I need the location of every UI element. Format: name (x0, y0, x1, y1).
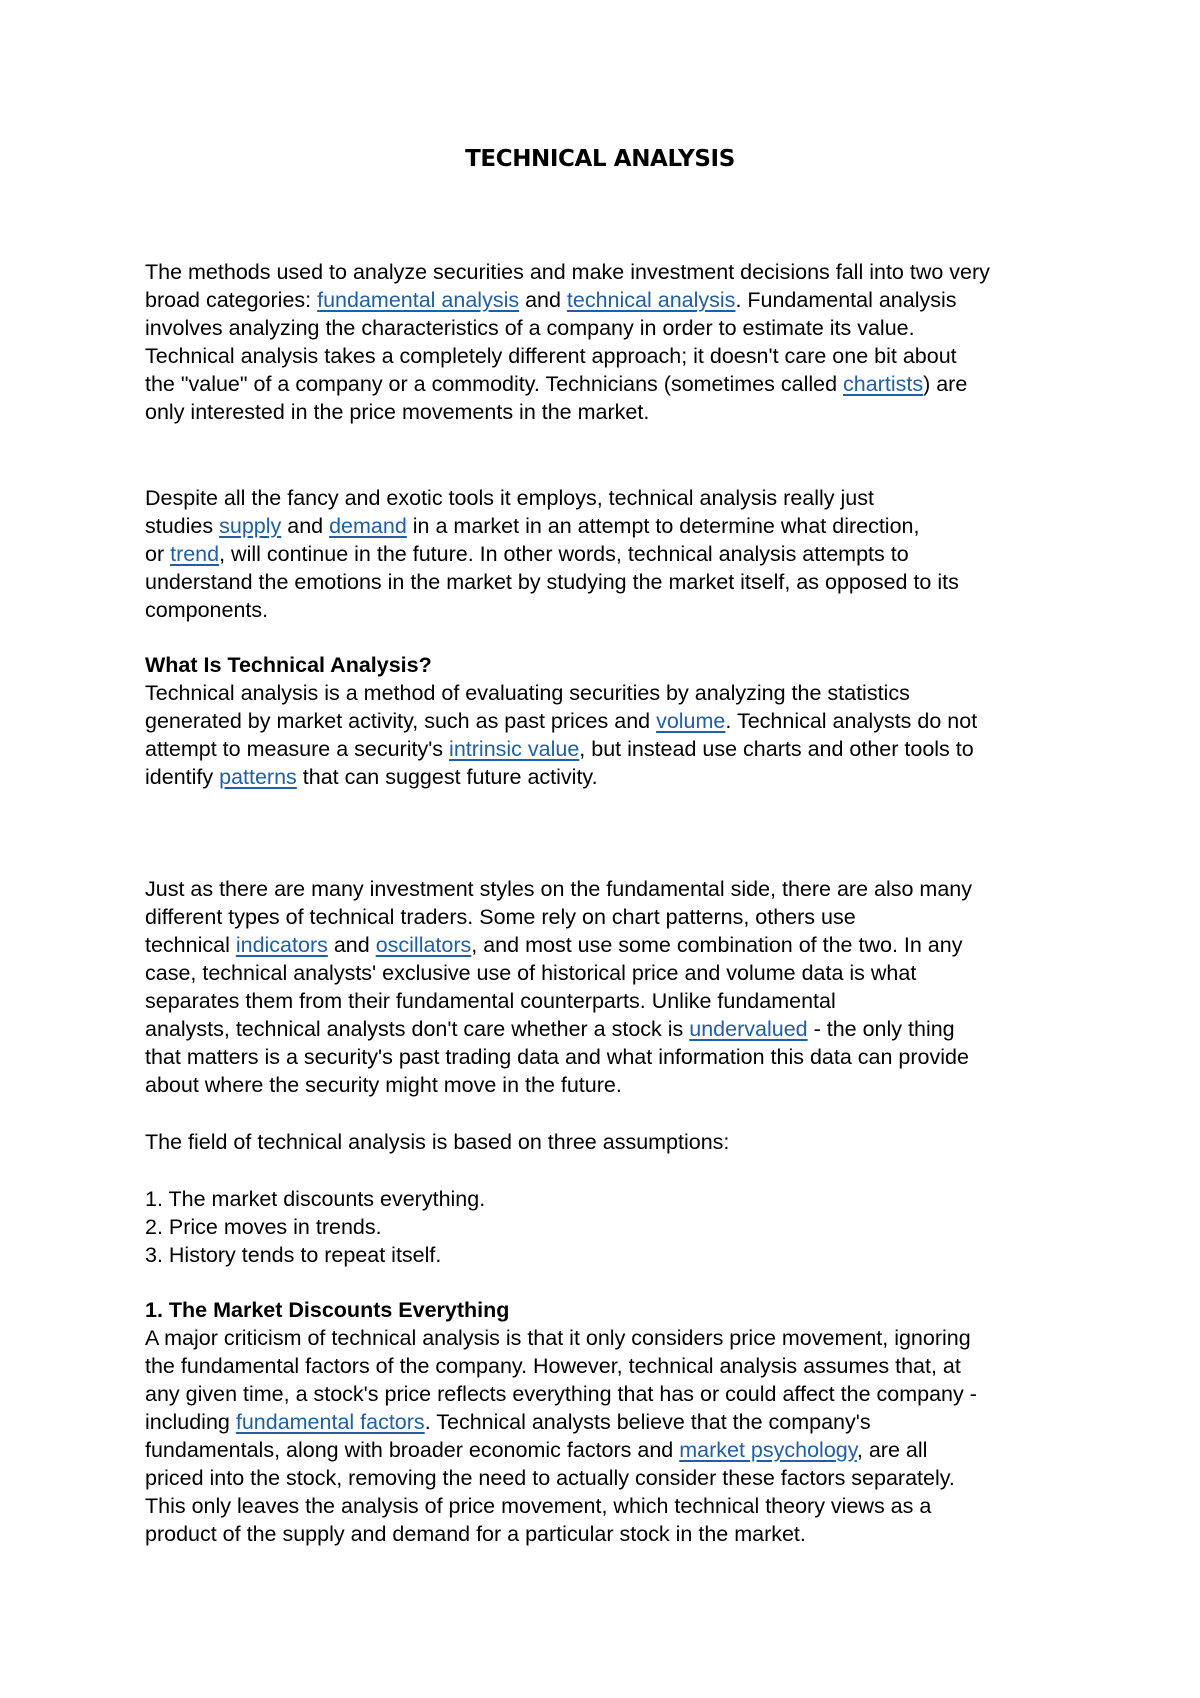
text-line: This only leaves the analysis of price movement, which technical theory views as a (145, 1494, 932, 1518)
text-span: ) are (923, 372, 968, 396)
link-fundamental-analysis[interactable]: fundamental analysis (317, 288, 520, 312)
assumptions-intro (145, 1128, 1085, 1156)
text-line: understand the emotions in the market by studying the market itself, as opposed to its (145, 570, 959, 594)
list-item: 1. The market discounts everything. (145, 1187, 486, 1211)
text-span: fundamentals, along with broader economic factors and (145, 1438, 680, 1462)
text-line: Despite all the fancy and exotic tools it employs, technical analysis really just (145, 486, 874, 510)
text-line (145, 763, 1085, 791)
text-span: studies (145, 514, 220, 538)
market-discounts-section (145, 1296, 1085, 1548)
text-line (145, 370, 1085, 398)
text-line: any given time, a stock's price reflects everything that has or could affect the company - (145, 1382, 977, 1406)
text-span: the "value" of a company or a commodity. Technicians (sometimes called (145, 372, 844, 396)
document-title: TECHNICAL ANALYSIS (465, 146, 735, 172)
text-line: only interested in the price movements in the market. (145, 400, 650, 424)
text-line: separates them from their fundamental counterparts. Unlike fundamental (145, 989, 836, 1013)
text-line (145, 1015, 1085, 1043)
link-technical-analysis[interactable]: technical analysis (566, 288, 736, 312)
text-line: involves analyzing the characteristics of a company in order to estimate its value. (145, 316, 915, 340)
link-chartists[interactable]: chartists (843, 372, 924, 396)
tools-paragraph (145, 484, 1085, 624)
text-span: , and most use some combination of the two. In any (471, 933, 963, 957)
list-item: 3. History tends to repeat itself. (145, 1243, 442, 1267)
link-undervalued[interactable]: undervalued (689, 1017, 808, 1041)
link-trend[interactable]: trend (170, 542, 220, 566)
text-span: - the only thing (807, 1017, 955, 1041)
intro-paragraph (145, 258, 1085, 426)
text-span: , will continue in the future. In other words, technical analysis attempts to (219, 542, 909, 566)
text-line: that matters is a security's past trading data and what information this data can provide (145, 1045, 969, 1069)
definition-section (145, 651, 1085, 791)
text-line (145, 735, 1085, 763)
text-line (145, 512, 1085, 540)
text-span: , but instead use charts and other tools to (579, 737, 974, 761)
text-span: in a market in an attempt to determine what direction, (406, 514, 920, 538)
link-intrinsic-value[interactable]: intrinsic value (449, 737, 580, 761)
text-line: Technical analysis is a method of evaluating securities by analyzing the statistics (145, 681, 910, 705)
text-line: The methods used to analyze securities and make investment decisions fall into two very (145, 260, 990, 284)
text-span: and (327, 933, 376, 957)
link-demand[interactable]: demand (329, 514, 407, 538)
text-span: identify (145, 765, 220, 789)
assumptions-list (145, 1185, 1085, 1269)
text-span: . Technical analysts believe that the company's (424, 1410, 871, 1434)
link-indicators[interactable]: indicators (235, 933, 328, 957)
text-line: Just as there are many investment styles on the fundamental side, there are also many (145, 877, 972, 901)
text-line (145, 931, 1085, 959)
section-heading: What Is Technical Analysis? (145, 653, 432, 677)
text-line (145, 540, 1085, 568)
text-line: product of the supply and demand for a particular stock in the market. (145, 1522, 806, 1546)
link-supply[interactable]: supply (219, 514, 282, 538)
link-fundamental-factors[interactable]: fundamental factors (235, 1410, 425, 1434)
link-market-psychology[interactable]: market psychology (679, 1438, 857, 1462)
text-span: , are all (856, 1438, 928, 1462)
text-line: The field of technical analysis is based on three assumptions: (145, 1130, 730, 1154)
text-span: that can suggest future activity. (296, 765, 598, 789)
text-span: analysts, technical analysts don't care whether a stock is (145, 1017, 690, 1041)
text-span: and (519, 288, 567, 312)
text-line: different types of technical traders. Some rely on chart patterns, others use (145, 905, 856, 929)
text-span: . Technical analysts do not (725, 709, 978, 733)
text-span: or (145, 542, 171, 566)
link-patterns[interactable]: patterns (219, 765, 297, 789)
text-line: A major criticism of technical analysis is that it only considers price movement, ignoring (145, 1326, 971, 1350)
text-span: attempt to measure a security's (145, 737, 450, 761)
text-span: and (281, 514, 330, 538)
text-line: priced into the stock, removing the need to actually consider these factors separately. (145, 1466, 955, 1490)
text-line (145, 707, 1085, 735)
text-line: the fundamental factors of the company. However, technical analysis assumes that, at (145, 1354, 961, 1378)
text-line (145, 1436, 1085, 1464)
text-span: broad categories: (145, 288, 318, 312)
text-line: case, technical analysts' exclusive use of historical price and volume data is what (145, 961, 917, 985)
text-line: Technical analysis takes a completely different approach; it doesn't care one bit about (145, 344, 957, 368)
section-heading: 1. The Market Discounts Everything (145, 1298, 510, 1322)
text-line: components. (145, 598, 269, 622)
trader-types-paragraph (145, 875, 1085, 1099)
text-span: . Fundamental analysis (735, 288, 957, 312)
text-span: including (145, 1410, 236, 1434)
text-line (145, 286, 1085, 314)
list-item: 2. Price moves in trends. (145, 1215, 382, 1239)
text-line: about where the security might move in the future. (145, 1073, 622, 1097)
link-oscillators[interactable]: oscillators (375, 933, 472, 957)
text-span: technical (145, 933, 236, 957)
link-volume[interactable]: volume (656, 709, 726, 733)
text-line (145, 1408, 1085, 1436)
text-span: generated by market activity, such as past prices and (145, 709, 657, 733)
